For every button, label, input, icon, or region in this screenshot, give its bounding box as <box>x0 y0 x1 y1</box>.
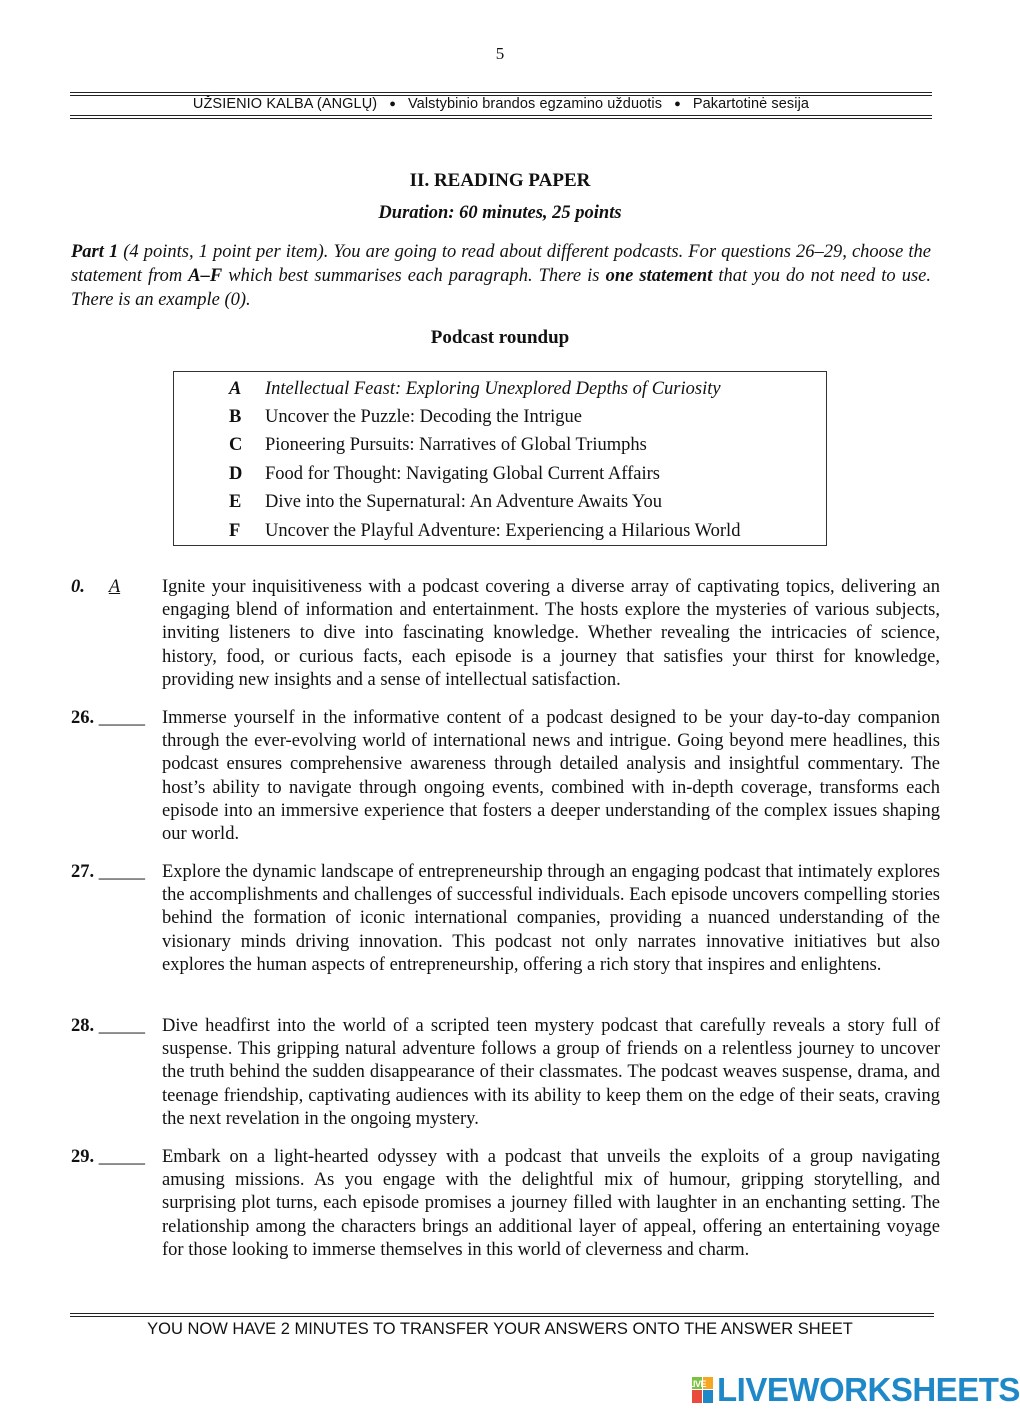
emphasis: one statement <box>605 266 713 286</box>
question-text: Ignite your inquisitiveness with a podcast covering a diverse array of captivating topics, delivering an engaging blend of information and entertainment. The hosts explore the mysteries of various subjects, inviting listeners to dive into fascinating knowledge. Whether revealing the intricacies of science, history, food, or curious facts, each episode is a journey that satisfies your thirst for knowledge, providing new insights and a sense of intellectual satisfaction. <box>162 577 940 690</box>
question-number: 28. <box>71 1016 95 1036</box>
statement-C: C Pioneering Pursuits: Narratives of Global Triumphs <box>229 435 647 455</box>
question-number: 29. <box>71 1147 95 1167</box>
bullet-icon: ● <box>674 98 681 110</box>
brand-name: LIVEWORKSHEETS <box>717 1371 1020 1408</box>
question-27 <box>71 861 940 977</box>
header-session: Pakartotinė sesija <box>692 96 810 112</box>
statement-E: E Dive into the Supernatural: An Adventure Awaits You <box>229 492 663 512</box>
statement-B: B Uncover the Puzzle: Decoding the Intrigue <box>229 407 582 427</box>
question-26 <box>71 707 940 846</box>
example-answer: A <box>108 577 121 597</box>
header-subject: UŽSIENIO KALBA (ANGLŲ) <box>192 96 378 112</box>
question-0-example <box>71 576 940 692</box>
question-text: Explore the dynamic landscape of entrepreneurship through an engaging podcast that intimately explores the accomplishments and challenges of successful individuals. Each episode uncovers compelling stories behind the formation of iconic international companies, providing a nuanced understanding of the visionary minds driving innovation. This podcast not only narrates innovative initiatives but also explores the human aspects of entrepreneurship, offering a rich story that inspires and enlightens. <box>162 862 940 975</box>
question-text: Embark on a light-hearted odyssey with a podcast that unveils the exploits of a group navigating amusing missions. As you engage with the delightful mix of humour, gripping storytelling, and surprising plot turns, each episode promises a journey filled with laughter in an enchanting setting. The relationship among the characters brings an additional layer of appeal, offering an entertaining voyage for those looking to immerse themselves in this world of cleverness and charm. <box>162 1147 940 1260</box>
part-label: Part 1 <box>71 242 119 262</box>
statements-box <box>173 371 827 546</box>
question-number: 26. <box>71 708 95 728</box>
logo-grid-icon <box>687 1376 714 1404</box>
section-title: II. READING PAPER <box>409 170 591 191</box>
question-number: 27. <box>71 862 95 882</box>
statement-F: F Uncover the Playful Adventure: Experiencing a Hilarious World <box>229 521 741 541</box>
letter-range: A–F <box>188 266 223 286</box>
footer-instruction: YOU NOW HAVE 2 MINUTES TO TRANSFER YOUR ANSWERS ONTO THE ANSWER SHEET <box>147 1320 853 1338</box>
header-rule-top <box>70 92 932 93</box>
footer-rule-2 <box>70 1316 934 1317</box>
answer-blank[interactable]: _____ <box>98 1147 145 1167</box>
header-rule-bottom <box>70 115 932 116</box>
passage-title: Podcast roundup <box>430 327 570 348</box>
answer-blank[interactable]: _____ <box>98 1016 145 1036</box>
statement-A: A Intellectual Feast: Exploring Unexplored Depths of Curiosity <box>229 379 721 399</box>
svg-text:LIVE: LIVE <box>687 1379 707 1389</box>
statement-D: D Food for Thought: Navigating Global Current Affairs <box>229 464 660 484</box>
duration: Duration: 60 minutes, 25 points <box>378 203 622 223</box>
answer-blank[interactable]: _____ <box>98 862 145 882</box>
page-number: 5 <box>495 44 505 63</box>
question-28 <box>71 1015 940 1131</box>
part-instructions: Part 1 (4 points, 1 point per item). You are going to read about different podcasts. For questions 26–29, choose the statement from A–F which best summarises each paragraph. There is one statement that you do not need to use. There is an example (0). <box>71 242 931 310</box>
question-text: Dive headfirst into the world of a scripted teen mystery podcast that carefully reveals a story full of suspense. This gripping natural adventure follows a group of friends on a relentless journey to uncover the truth behind the sudden disappearance of their classmates. The podcast weaves suspense, drama, and teenage friendship, captivating audiences with its ability to keep them on the edge of their seats, craving the next revelation in the ongoing mystery. <box>162 1016 940 1129</box>
bullet-icon: ● <box>389 98 396 110</box>
answer-blank[interactable]: _____ <box>98 708 145 728</box>
liveworksheets-logo <box>687 1371 1020 1409</box>
question-text: Immerse yourself in the informative content of a podcast designed to be your day-to-day companion through the ever-evolving world of international news and intrigue. Going beyond mere headlines, this podcast ensures comprehensive awareness through detailed analysis and insightful commentary. The host’s ability to navigate through ongoing events, combined with in-depth coverage, transforms each episode into an immersive experience that fosters a deeper understanding of the complex issues shaping our world. <box>162 708 940 845</box>
question-number: 0. <box>71 577 85 597</box>
running-header <box>70 96 932 112</box>
header-rule-bottom-2 <box>70 118 932 119</box>
header-exam: Valstybinio brandos egzamino užduotis <box>407 96 663 112</box>
question-29 <box>71 1146 940 1262</box>
footer-rule <box>70 1313 934 1314</box>
